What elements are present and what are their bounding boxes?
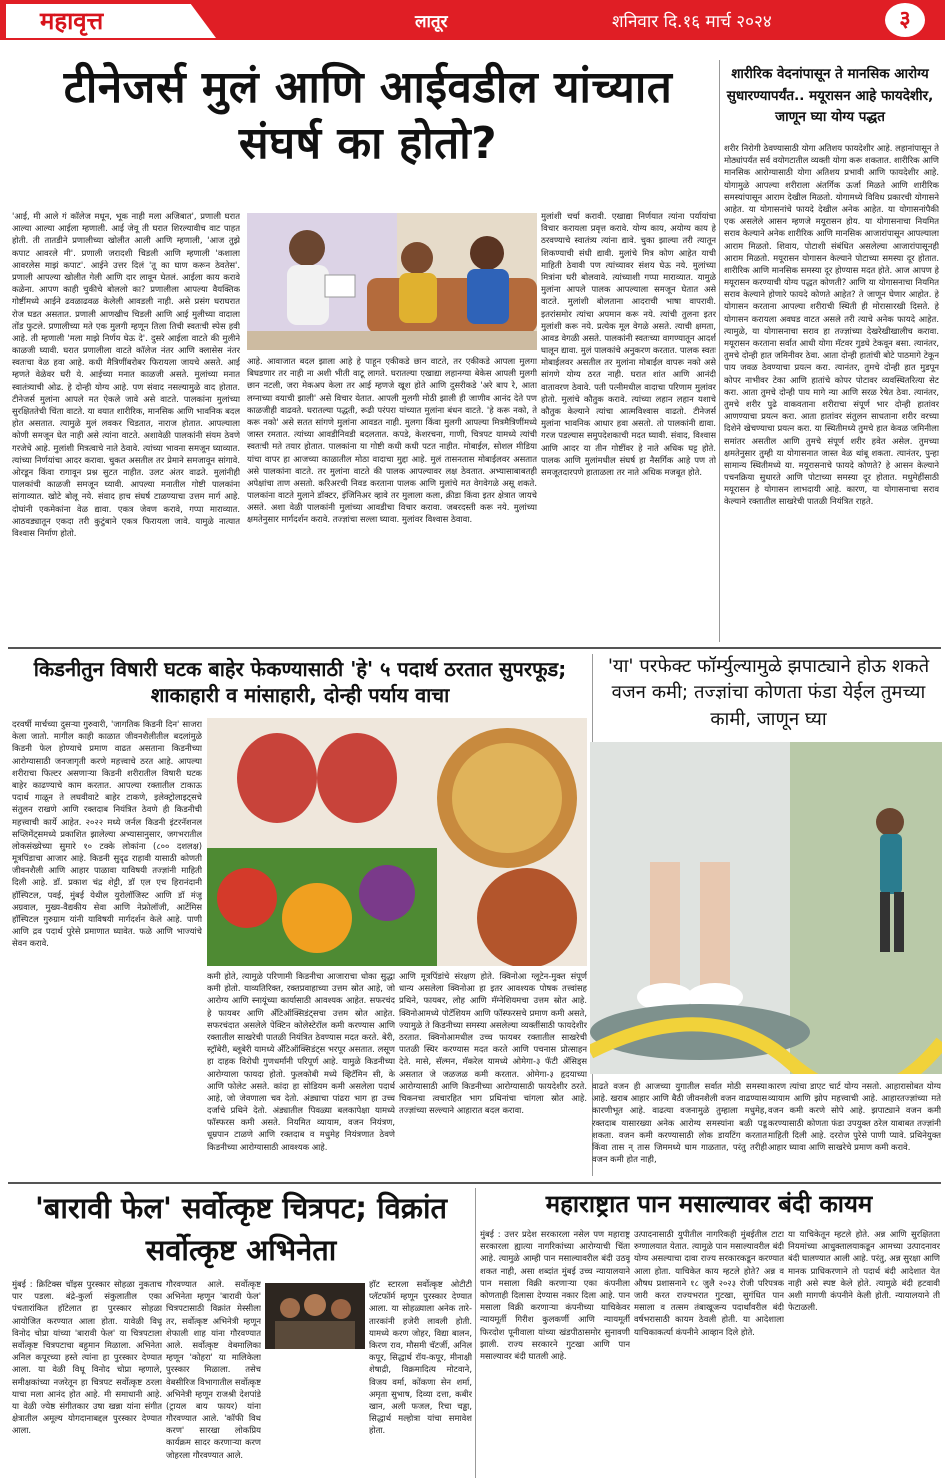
film-awards-headline: 'बारावी फेल' सर्वोत्कृष्ट चित्रपट; विक्रांत सर्वोत्कृष्ट अभिनेता xyxy=(34,1191,448,1267)
page-number: ३ xyxy=(885,3,925,37)
yoga-body: शरीर निरोगी ठेवण्यासाठी योगा अतिशय फायदेशीर आहे. लहानांपासून ते मोठ्यांपर्यंत सर्व वयोगटातील व्यक्ती योगा करू शकतात. शारीरिक आणि मानसिक आरोग्यासाठी योगा अतिशय प्रभावी आणि फायदेशीर आहे. योगामुळे आपल्या शरीराला अंतर्गिक ऊर्जा मिळते आणि शारीरिक समस्यांपासून आराम देखील मिळतो. योगामध्ये विविध प्रकारची योगासने आहेत. या योगासनांचे फायदे देखील अनेक आहेत. या योगासनांपैकी एक असलेले आसन म्हणजे मयूरासन होय. या योगासनाचा नियमित सराव केल्याने अनेक शारीरिक आणि मानसिक आजारांपासून आपल्याला आराम मिळतो. शिवाय, पोटाशी संबंधित असलेल्या आजारांपासूनही आराम मिळतो. मयूरासन योगासन केल्याने पोटाच्या समस्या दूर होतात. शारीरिक आणि मानसिक समस्या दूर होण्यास मदत होते. आज आपण हे मयूरासन करण्याची योग्य पद्धत कोणती? आणि या योगासनाचा नियमित सराव केल्याने होणारे फायदे कोणते आहेत? ते जाणून घेणार आहोत. हे योगासन करताना आपल्या शरीराची स्थिती ही मोरासारखी दिसते. हे योगासन करायला अवघड वाटत असले तरी त्याचे अनेक फायदे आहेत. त्यामुळे, या योगासनाचा सराव हा तज्ज्ञांच्या देखरेखीखालीच करावा. मयूरासन करताना सर्वात आधी योगा मॅटवर गुडघे टेकवून बसा. त्यानंतर, तुमचे दोन्ही हात जमिनीवर ठेवा. आता दोन्ही हातांची बोटे पाठमागे टेकून पाय जवळ ठेवण्याचा प्रयत्न करा. त्यानंतर, तुमचे दोन्ही हात मुडपून कोपर नाभीवर टेका आणि हातांचे कोपर पोटावर व्यवस्थितरित्या सेट करा. आता तुमचे दोन्ही पाय मागे न्या आणि सरळ रेषेत ठेवा. त्यानंतर, तुमचे शरीर पुढे वाकवताना शरीराचा संपूर्ण भार दोन्ही हातांवर आणण्याचा प्रयत्न करा. आता हातांवर संतुलन साधताना शरीर वरच्या दिशेने खेचण्याचा प्रयत्न करा. या स्थितीमध्ये तुमचे हात केवळ जमिनीला समांतर असतील आणि तुमचे संपूर्ण शरीर हवेत असेल. तुमच्या क्षमतेनुसार तुम्ही या योगासनात जास्त वेळ थांबू शकता. त्यानंतर, पुन्हा सामान्य स्थितीमध्ये या. मयूरासनाचे फायदे कोणते? हे आसन केल्याने पचनक्रिया सुधारते आणि पोटाच्या समस्या दूर होतात. मधुमेहींसाठी मयूरासन हे योगासन लाभदायी आहे. कारण, या योगासनाचा सराव केल्याने रक्तातील साखरेची पातळी नियंत्रित राहते. xyxy=(724,143,939,507)
pan-masala-column-1: मुंबई : उत्तर प्रदेश सरकारला नसेल पण महाराष्ट्र सरकारला ह्यात्या नागरिकांच्या आरोग्याची चिंता आहे. त्यामुळे आम्ही पान मसाल्यावरील बंदी उठवू शकत नाही, असा शब्दांत मुंबई उच्च न्यायालयाने पान मसाला विक्री करणाऱ्या एका कंपनीला कोणताही दिलासा देण्यास नकार दिला आहे. पान मसाला विक्री करणाऱ्या कंपनीच्या याचिकेवर न्यायमूर्ती गिरीश कुलकर्णी आणि न्यायमूर्ती फिरदोश पूनीवाला यांच्या खंडपीठासमोर सुनावणी झाली. राज्य सरकारने गुटखा आणि पान मसाल्यावर बंदी घातली आहे. xyxy=(480,1229,630,1361)
story1-column-3: मुलांशी चर्चा करावी. एखाद्या निर्णयात त्यांना पर्यायांचा विचार करायला प्रवृत्त करावे. योग्य काय, अयोग्य काय हे ठरवण्याचे स्वातंत्र्य त्यांना द्यावे. चुका झाल्या तरी त्यातून शिकण्याची संधी द्यावी. मुलांचे मित्र कोण आहेत याची माहिती ठेवावी पण त्यांच्यावर संशय घेऊ नये. मुलांच्या मित्रांना घरी बोलवावे. त्यांच्याशी गप्पा माराव्यात. यामुळे मुलांना आपले पालक आपल्याला समजून घेतात असे वाटते. मुलांशी बोलताना आदराची भाषा वापरावी. इतरांसमोर त्यांचा अपमान करू नये. त्यांची तुलना इतर मुलांशी करू नये. प्रत्येक मूल वेगळे असते. त्याची क्षमता, आवड वेगळी असते. पालकांनी स्वतःच्या वागण्यातून आदर्श घालून द्यावा. मुलं पालकांचे अनुकरण करतात. पालक स्वतः मोबाईलवर असतील तर मुलांना मोबाईल वापरू नको असे सांगणे योग्य ठरत नाही. घरात शांत आणि आनंदी वातावरण ठेवावे. पती पत्नीमधील वादाचा परिणाम मुलांवर होतो. मुलांचे कौतुक करावे. त्यांच्या लहान लहान यशाचे कौतुक केल्याने त्यांचा आत्मविश्वास वाढतो. टीनेजर्स मुलांना भावनिक आधार हवा असतो. तो पालकांनी द्यावा. गरज पडल्यास समुपदेशकाची मदत घ्यावी. संवाद, विश्वास आणि आदर या तीन गोष्टींवर हे नाते अधिक घट्ट होते. पालक आणि मुलांमधील संघर्ष हा नैसर्गिक आहे पण तो समजूतदारपणे हाताळला तर नाते अधिक मजबूत होते. xyxy=(541,211,716,477)
pan-masala-headline: महाराष्ट्रात पान मसाल्यावर बंदी कायम xyxy=(545,1190,873,1218)
counseling-illustration xyxy=(247,213,537,350)
food-collage-illustration xyxy=(207,718,587,966)
masthead-panel xyxy=(6,4,216,38)
film-awards-column-2b xyxy=(265,1352,365,1478)
weight-loss-headline: 'या' परफेक्ट फॉर्म्युल्यामुळे झपाट्याने होऊ शकते वजन कमी; तज्ज्ञांचा कोणता फंडा येईल तुमच्या कामी, जाणून घ्या xyxy=(607,656,930,730)
issue-date: शनिवार दि.१६ मार्च २०२४ xyxy=(612,12,772,32)
pan-masala-column-3: या याचिकेतून म्हटले होते. अन्न आणि सुरक्षितता नियमांच्या आधुक्तालयाकडून आमच्या उत्पादनावर बंदी घालण्यात आली आहे. परंतु, अन्न सुरक्षा आणि मानक प्राधिकरणाने तो पदार्थ बंदी आदेशात येत नाही असे स्पष्ट केले होते. त्यामुळे बंदी हटवावी अशी मागणी कंपनीने केली होती. न्यायालयाने ती फेटाळली. xyxy=(788,1229,940,1313)
story1-column-1: 'आई, मी आले गं कॉलेज मधून, भूक नाही मला अजिबात', प्रणाली घरात आल्या आल्या आईला म्हणाली. आई जेवू ती घरात शिरल्यावीच वाट पाहत होती. ती तातडीने प्रणालीच्या खोलीत आली आणि म्हणाली, 'आज तुझे कपाट आवरले मी'. प्रणाली जरादशी चिडली आणि म्हणाली 'कशाला आवरलेस माझं कपाट'. आईने उत्तर दिलं 'तू का घाण करून ठेवतेस'. प्रणाली आपल्या खोलीत गेली आणि दार लावून घेतलं. आईला काय करावे कळेना. आपण काही चुकीचे बोललो का? प्रणालीला आपल्या वैयक्तिक गोष्टींमध्ये आईने ढवळाढवळ केलेली आवडली नाही. असे प्रसंग घराघरात रोज घडत असतात. प्रणाली आणखीच चिडली आणि आई मुलीच्या वादाला तोंड फुटले. प्रणालीच्या मते एक मुलगी म्हणून तिला तिची स्वतःची स्पेस हवी आहे. ती म्हणाली 'मला माझे निर्णय घेऊ दे'. दुसरे आईला वाटते की मुलीने काळजी घ्यावी. घरात प्रणालीला वाटते कॉलेज नंतर आणि क्लासेस नंतर स्वतःचा वेळ हवा आहे. कधी मैत्रिणींबरोबर फिरायला जायचे असते. आई म्हणते वेळेवर घरी ये. आईच्या मनात काळजी असते. मुलांच्या मनात स्वातंत्र्याची ओढ. हे दोन्ही योग्य आहे. पण संवाद नसल्यामुळे वाद होतात. टीनेजर्स मुलांना आपले मत ऐकले जावे असे वाटते. पालकांना मुलांच्या सुरक्षिततेची चिंता वाटते. या वयात शारीरिक, मानसिक आणि भावनिक बदल होत असतात. त्यामुळे मुलं लवकर चिडतात, नाराज होतात. आपल्याला कोणी समजून घेत नाही असे त्यांना वाटते. अशावेळी पालकांनी संयम ठेवणे गरजेचे आहे. मुलांशी मित्रत्वाचे नाते ठेवावे. त्यांच्या भावना समजून घ्याव्यात. त्यांच्या निर्णयांचा आदर करावा. चुकत असतील तर प्रेमाने समजावून सांगावे. ओरडून किंवा रागावून प्रश्न सुटत नाहीत. उलट अंतर वाढते. मुलांनीही पालकांची काळजी समजून घ्यावी. आपल्या मनातील गोष्टी पालकांना सांगाव्यात. खोटे बोलू नये. संवाद हाच संघर्ष टाळण्याचा उत्तम मार्ग आहे. दोघांनी एकमेकांना वेळ द्यावा. एकत्र जेवण करावे, गप्पा माराव्यात. आठवड्यातून एकदा तरी कुटुंबाने एकत्र फिरायला जावे. यामुळे नात्यात विश्वास निर्माण होतो. xyxy=(12,211,240,538)
story1-headline: टीनेजर्स मुलं आणि आईवडील यांच्यात संघर्ष का होतो? xyxy=(63,62,673,169)
section-divider xyxy=(8,647,941,649)
section-divider xyxy=(8,1182,941,1184)
film-poster-illustration xyxy=(265,1283,365,1349)
yoga-headline: शारीरिक वेदनांपासून ते मानसिक आरोग्य सुधारण्यापर्यंत.. मयूरासन आहे फायदेशीर, जाणून घ्या योग्य पद्धत xyxy=(726,66,934,126)
film-awards-column-2: गौरवण्यात आले. सर्वोत्कृष्ट अभिनेता म्हणून 'बारावी फेल' चित्रपटासाठी विक्रांत मेस्सीला तर, सर्वोत्कृष्ट अभिनेत्री म्हणून शेफाली शाह यांना गौरवण्यात आले. सर्वोत्कृष्ट वेबमालिका म्हणून 'कोहरा' या मालिकेला पुरस्कार मिळाला. तसेच वेबसीरिज विभागातील सर्वोत्कृष्ट अभिनेत्री म्हणून राजश्री देशपांडे (ट्रायल बाय फायर) यांना गौरवण्यात आले. 'कॉफी विथ करण' सारखा लोकप्रिय कार्यक्रम सादर करणाऱ्या करण जोहरला गौरवण्यात आले. xyxy=(166,1279,261,1460)
weight-scale-illustration xyxy=(590,742,942,1074)
story1-column-2: आहे. आवाजात बदल झाला आहे हे पाहून एकीकडे छान वाटते, तर एकीकडे आपला मुलगा बिघडणार तर नाही ना अशी भीती वाटू लागते. घरातल्या एखाद्या लहानग्या बेकेस आपली मुलगी छान नटली, जरा मेकअप केला तर आई म्हणजे खूश होते आणि दुसरीकडे 'अरे बाप रे, आता लग्नाच्या वयाची झाली' असे विचार येतात. आपली मुलगी मोठी झाली ही जाणीव आनंद देते पण काळजीही वाढवते. घरातल्या पद्धती, रूढी परंपरा यांच्यात मुलांना बंधन वाटते. 'हे करू नको, ते करू नको' असे सतत सांगणे मुलांना आवडत नाही. मुलगा किंवा मुलगी आपल्या मित्रमैत्रिणींमध्ये जास्त रमतात. त्यांच्या आवडीनिवडी बदलतात. कपडे, केशरचना, गाणी, चित्रपट यामध्ये त्यांची स्वतःची मते तयार होतात. पालकांना या गोष्टी कधी कधी पटत नाहीत. मोबाईल, सोशल मीडिया यांचा वापर हा आजच्या काळातील मोठा वादाचा मुद्दा आहे. मुलं तासनतास मोबाईलवर असतात असे पालकांना वाटते. तर मुलांना वाटते की पालक आपल्यावर लक्ष ठेवतात. अभ्यासाबाबतही अपेक्षांचा ताण असतो. करिअरची निवड करताना पालक आणि मुलांचे मत वेगवेगळे असू शकते. पालकांना वाटते मुलाने डॉक्टर, इंजिनिअर व्हावे तर मुलाला कला, क्रीडा किंवा इतर क्षेत्रात जायचे असते. अशा वेळी पालकांनी मुलांच्या आवडीचा विचार करावा. जबरदस्ती करू नये. मुलांच्या क्षमतेनुसार मार्गदर्शन करावे. तज्ज्ञांचा सल्ला घ्यावा. मुलांवर विश्वास ठेवावा. xyxy=(247,356,537,525)
weight-loss-column-2: कारण त्यांचा डाएट चार्ट योग्य नसतो. आहारासोबत योग्य व्यायाम आणि झोप महत्त्वाची आहे. आहारतज्ज्ञांच्या मते वजन कमी करणे सोपे आहे. झपाट्याने वजन कमी करण्यासाठी कोणता फंडा उपयुक्त ठरेल याबाबत तज्ज्ञांनी माहिती दिली आहे. दररोज पुरेसे पाणी प्यावे. प्रथिनेयुक्त आहार घ्यावा आणि साखरेचे प्रमाण कमी करावे. xyxy=(768,1081,941,1152)
film-awards-column-3: हॉट स्टारला सर्वोत्कृष्ट ओटीटी प्लॅटफॉर्म म्हणून पुरस्कार देण्यात आला. या सोहळ्याला अनेक तारे-तारकांनी हजेरी लावली होती. यामध्ये करण जोहर, विद्या बालन, किरण राव, मौसमी चॅटर्जी, अनिल कपूर, सिद्धार्थ रॉय-कपूर, मीनाक्षी शेषाद्री, विक्रमादित्य मोटवाने, विजय वर्मा, कोंकणा सेन शर्मा, अमृता सुभाष, दिव्या दत्ता, कबीर खान, अली फजल, रिचा चड्ढा, सिद्धार्थ मल्होत्रा यांचा समावेश होता. xyxy=(369,1279,472,1436)
column-divider xyxy=(719,60,720,642)
film-awards-column-1: मुंबई : क्रिटिक्स चॉइस पुरस्कार सोहळा नुकताच पार पडला. बंद्रे-कुर्ला संकुलातील एका पंचतारांकित हॉटेलात हा पुरस्कार सोहळा आयोजित करण्यात आला होता. यावेळी विधू विनोद चोप्रा यांच्या 'बारावी फेल' या चित्रपटाला सर्वोत्कृष्ट चित्रपटाचा बहुमान मिळाला. अभिनेता अनिल कपूरच्या हस्ते त्यांना हा पुरस्कार देण्यात आला. या वेळी विधू विनोद चोप्रा म्हणाले, समीक्षकांच्या नजरेतून हा चित्रपट सर्वोत्कृष्ट ठरला याचा मला आनंद होत आहे. मी समाधानी आहे. या वेळी ज्येष्ठ संगीतकार उषा खन्ना यांना संगीत क्षेत्रातील अमूल्य योगदानाबद्दल पुरस्कार देण्यात आला. xyxy=(12,1279,162,1436)
kidney-column-3: आणि मूत्रपिंडांचे संरक्षण होते. क्विनोआ ग्लूटेन-मुक्त संपूर्ण धान्य असलेला क्विनोआ हा इतर आवश्यक पोषक तत्त्वांसह प्रथिने, फायबर, लोह आणि मॅग्नेशियमचा उत्तम स्रोत आहे. क्विनोआमध्ये पोटॅशियम आणि फॉस्फरसचे प्रमाण कमी असते, ज्यामुळे ते किडनीच्या समस्या असलेल्या व्यक्तींसाठी फायदेशीर ठरतात. क्विनोआमधील उच्च फायबर रक्तातील साखरेची पातळी स्थिर करण्यास मदत करते आणि पचनास प्रोत्साहन देते. मासे, सॅल्मन, मॅकरेल यामध्ये ओमेगा-३ फॅटी ॲसिड्स असतात जे जळजळ कमी करतात. ओमेगा-३ हृदयाच्या आरोग्यासाठी आणि किडनीच्या आरोग्यासाठी फायदेशीर ठरते. चिकनचा त्वचारहित भाग प्रथिनांचा चांगला स्रोत आहे. तज्ज्ञांच्या सल्ल्याने आहारात बदल करावा. xyxy=(399,971,587,1116)
masthead: महावृत्त xyxy=(40,6,104,35)
kidney-headline: किडनीतुन विषारी घटक बाहेर फेकण्यासाठी 'हे' ५ पदार्थ ठरतात सुपरफूड; शाकाहारी व मांसाहारी, दोन्ही पर्याय वाचा xyxy=(33,657,567,708)
kidney-column-2: कमी होते, त्यामुळे परिणामी किडनीचा आजाराचा धोका सुद्धा कमी होतो. याव्यतिरिक्त, रक्तप्रवाहाच्या उत्तम स्रोत आहे, जो आरोग्य आणि स्नायूंच्या कार्यासाठी आवश्यक आहेत. सफरचंद हे फायबर आणि अँटिऑक्सिडंट्सचा उत्तम स्रोत आहेत. सफरचंदात असलेले पेक्टिन कोलेस्टेरॉल कमी करण्यास आणि रक्तातील साखरेची पातळी नियंत्रित ठेवण्यास मदत करते. बेरी, स्ट्रॉबेरी, ब्लूबेरी यामध्ये अँटिऑक्सिडंट्स भरपूर असतात. लसूण हा दाहक विरोधी गुणधर्मांनी परिपूर्ण आहे. यामुळे किडनीच्या आरोग्याला फायदा होतो. फुलकोबी मध्ये व्हिटॅमिन सी, के आणि फोलेट असते. कांदा हा सोडियम कमी असलेला पदार्थ आहे, जो जेवणाला चव देतो. अंड्याचा पांढरा भाग हा उच्च दर्जाचे प्रथिने देतो. अंड्यातील पिवळ्या बलकापेक्षा यामध्ये फॉस्फरस कमी असते. नियमित व्यायाम, वजन नियंत्रण, धूम्रपान टाळणे आणि रक्तदाब व मधुमेह नियंत्रणात ठेवणे किडनीच्या आरोग्यासाठी आवश्यक आहे. xyxy=(207,971,395,1152)
column-divider xyxy=(475,1188,476,1478)
kidney-column-1: दरवर्षी मार्चच्या दुसऱ्या गुरुवारी, 'जागतिक किडनी दिन' साजरा केला जातो. मागील काही काळात जीवनशैलीतील बदलांमुळे किडनी फेल होण्याचे प्रमाण वाढत असताना किडनीच्या आरोग्यासाठी जनजागृती करणे महत्त्वाचे ठरत आहे. आपल्या शरीराचा फिल्टर असणाऱ्या किडनी शरीरातील विषारी घटक बाहेर काढण्याचे काम करतात. आपल्या रक्तातील टाकाऊ पदार्थ गाळून ते लघवीवाटे बाहेर टाकणे, इलेक्ट्रोलाइट्सचे संतुलन राखणे आणि रक्तदाब नियंत्रित ठेवणे ही किडनीची महत्त्वाची कार्ये आहेत. २०२२ मध्ये जर्नल किडनी इंटरनॅशनल सप्लिमेंट्समध्ये प्रकाशित झालेल्या अभ्यासानुसार, जगभरातील लोकसंख्येच्या सुमारे १० टक्के लोकांना (८०० दशलक्ष) मूत्रपिंडाचा आजार आहे. किडनी सुदृढ राहावी यासाठी कोणती जीवनशैली आणि आहार पाळावा याविषयी तज्ज्ञांनी माहिती दिली आहे. डॉ. प्रकाश चंद्र शेट्टी, डॉ एल एच हिरानंदानी हॉस्पिटल, पवई, मुंबई येथील युरोलॉजिस्ट आणि डॉ मंजू अग्रवाल, मुख्य-वैद्यकीय सेवा आणि नेफ्रोलॉजी, आर्टेमिस हॉस्पिटल गुरुग्राम यांनी याविषयी मार्गदर्शन केले आहे. पाणी आणि द्रव पदार्थ पुरेसे प्रमाणात घ्यावेत. फळे आणि भाज्यांचे सेवन करावे. xyxy=(12,719,202,949)
edition-city: लातूर xyxy=(415,12,448,32)
weight-loss-column-1: वाढते वजन ही आजच्या युगातील सर्वात मोठी समस्या आहे. खराब आहार आणि बैठी जीवनशैली वजन वाढण्यास कारणीभूत आहे. वाढत्या वजनामुळे तुम्हाला मधुमेह, रक्तदाब यासारख्या अनेक आरोग्य समस्यांना बळी पडू शकता. वजन कमी करण्यासाठी लोक डायटिंग करतात किंवा तास न् तास जिममध्ये घाम गाळतात, परंतु तरीही वजन कमी होत नाही, xyxy=(592,1081,767,1165)
pan-masala-column-2: उत्पादनासाठी युपीतील नागरिकही मुंबईतील टाटा रुग्णालयात येतात. त्यामुळे पान मसाल्यावरील बंदी योग्य असल्याचा दावा राज्य सरकारकडून करण्यात आला होता. याचिकेत काय म्हटले होते? अन्न व औषध प्रशासनाने १८ जुलै २०२३ रोजी परिपत्रक जारी करत राज्यभरात गुटखा, सुगंधित पान मसाला व तत्सम तंबाखूजन्य पदार्थांवरील बंदी वर्षभरासाठी कायम ठेवली होती. या आदेशाला याचिकाकर्त्या कंपनीने आव्हान दिले होते. xyxy=(634,1229,784,1337)
